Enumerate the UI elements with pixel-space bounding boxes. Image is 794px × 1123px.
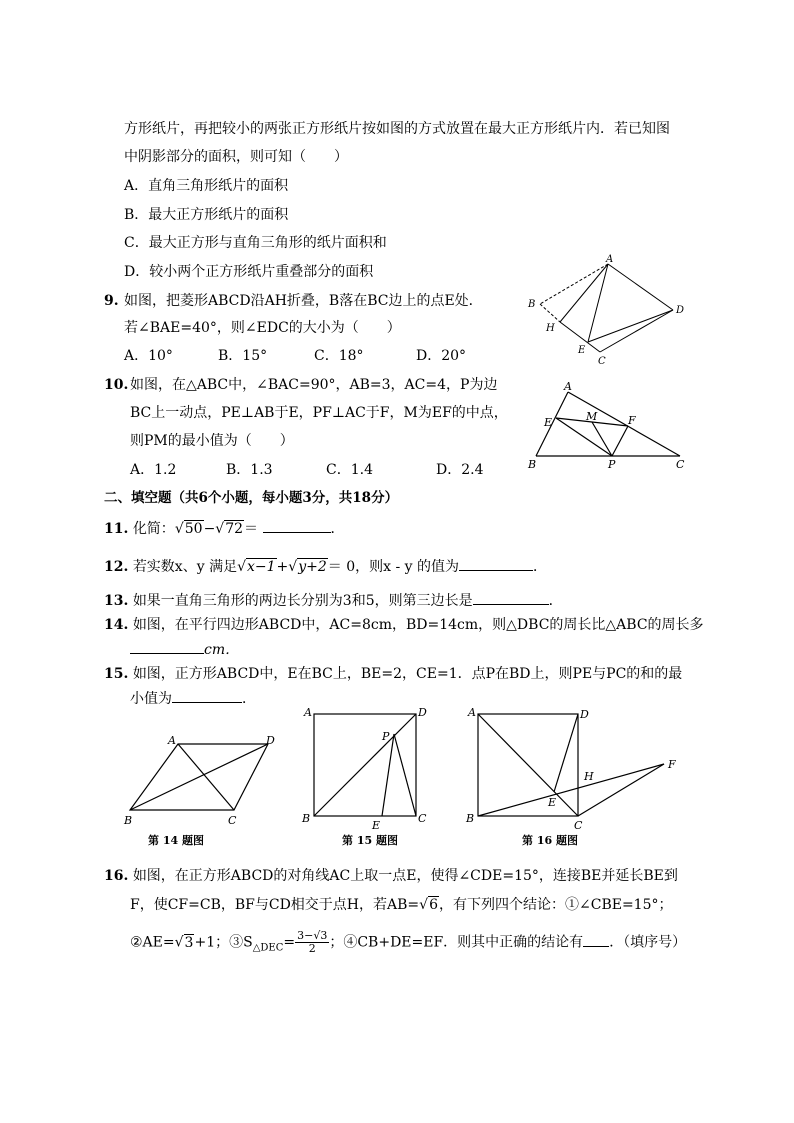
q9-line-ad [608, 264, 673, 310]
fig15-label-b: B [302, 812, 311, 825]
q10-line-ac [568, 392, 680, 456]
q10-line-mp [592, 422, 612, 456]
q14-line1 [104, 615, 704, 635]
q16-end: ．（填序号） [609, 934, 687, 951]
q9-dashed-ab [540, 264, 608, 304]
q12-radicand-2: y+2 [298, 559, 327, 575]
q9-option-a: A．10° [124, 348, 173, 364]
q16-area-subscript: △DEC [252, 942, 284, 954]
q9-label-c: C [598, 356, 606, 367]
fig15-caption: 第 15 题图 [342, 834, 398, 847]
fig16-caption: 第 16 题图 [522, 834, 578, 847]
q13-end: ． [548, 593, 563, 609]
fig15-label-a: A [304, 706, 312, 719]
q13-answer-blank[interactable] [473, 590, 549, 605]
q11-answer-blank[interactable] [263, 518, 331, 533]
fig14-diagonal-bd [130, 744, 268, 810]
q8-option-b: B．最大正方形纸片的面积 [124, 207, 289, 223]
fig15-label-c: C [418, 812, 427, 825]
q10-stem-line1: 如图，在△ABC中，∠BAC=90°，AB=3，AC=4，P为边 [130, 377, 498, 393]
q8-stem-line1: 方形纸片，再把较小的两张正方形纸片按如图的方式放置在最大正方形纸片内．若已知图 [124, 121, 670, 137]
q15-line2 [130, 688, 256, 709]
fig16-label-c: C [574, 819, 583, 832]
fig16-label-h: H [584, 770, 594, 783]
q12-text: ＝ 0，则x - y 的值为 [327, 559, 459, 575]
q10-label-m: M [586, 410, 598, 423]
q12-end: ． [533, 559, 547, 575]
fig16-diagonal-ac [478, 714, 578, 816]
figure-15 [298, 702, 438, 850]
q16-radicand-ab: 6 [429, 897, 438, 913]
fig16-label-b: B [466, 812, 475, 825]
q15-number: 15. [104, 666, 129, 682]
q10-label-p: P [608, 458, 616, 471]
q10-label-b: B [528, 458, 537, 471]
fig15-label-p: P [382, 730, 390, 743]
q8-option-c: C．最大正方形与直角三角形的纸片面积和 [124, 235, 387, 251]
q9-label-h: H [546, 323, 555, 334]
fig14-diagonal-ac [178, 744, 234, 810]
fig15-line-pc [394, 734, 416, 816]
fig16-label-e: E [548, 796, 557, 809]
figure-14 [118, 732, 294, 850]
q9-label-e: E [578, 345, 586, 356]
q10-option-a: A．1.2 [130, 462, 177, 478]
q12-radicand-1: x−1 [247, 559, 276, 575]
q11-equals: ＝ [244, 521, 259, 537]
q16-equals: = [283, 934, 296, 951]
q10-label-e: E [544, 416, 553, 429]
q16-text-1: 如图，在正方形ABCD的对角线AC上取一点E，使得∠CDE=15°，连接BE并延长BE到 [132, 868, 678, 884]
q8-stem-line2: 中阴影部分的面积，则可知（ ） [124, 149, 348, 165]
q16-fraction-denominator: 2 [308, 942, 316, 955]
q9-figure [520, 252, 695, 370]
q16-number: 16. [104, 868, 129, 884]
q14-number: 14. [104, 617, 129, 633]
q9-option-b: B．15° [218, 348, 268, 364]
q16-line2: F，使CF=CB，BF与CD相交于点H，若AB=√6，有下列四个结论：①∠CBE=15°； [130, 897, 673, 913]
fig15-diagonal-bd [314, 714, 416, 816]
q16-answer-blank[interactable] [583, 932, 609, 947]
q10-label-a: A [564, 380, 572, 393]
q10-label-c: C [676, 458, 685, 471]
q14-line2 [130, 639, 239, 660]
q16-conclusion-2: ②AE= [130, 934, 175, 951]
fig16-line-de [554, 714, 578, 792]
q16-radicand-ae: 3 [184, 934, 194, 951]
q10-label-f: F [628, 414, 636, 427]
q10-option-b: B．1.3 [226, 462, 273, 478]
fig15-label-d: D [418, 706, 427, 719]
fig16-label-a: A [468, 706, 476, 719]
q9-line-ed [588, 310, 673, 342]
q11-prefix: 化简： [132, 521, 175, 537]
q8-option-a: A．直角三角形纸片的面积 [124, 178, 289, 194]
q16-text-2: F，使CF=CB，BF与CD相交于点H，若AB= [130, 897, 420, 913]
q9-option-c: C．18° [314, 348, 364, 364]
q16-conclusion-2-end: +1；③S [194, 934, 253, 951]
q13 [104, 590, 563, 611]
q10-stem-line2: BC上一动点，PE⊥AB于E，PF⊥AC于F，M为EF的中点， [130, 405, 508, 421]
q12: 12. 若实数x、y 满足√x−1+√y+2＝ 0，则x - y 的值为 ． [104, 556, 547, 577]
q12-answer-blank[interactable] [459, 556, 533, 571]
q11-end: ． [330, 521, 345, 537]
q16-line3: ②AE=√3+1；$③S_{\triangle DEC}=$ $\frac{3-√3}{2}$ ；④CB+DE=EF．则其中正确的结论有 ．（填序号） [130, 929, 687, 955]
q10-figure [524, 380, 694, 472]
q16-fraction [295, 930, 329, 955]
q12-prefix: 若实数x、y 满足 [132, 559, 238, 575]
figure-16 [462, 702, 690, 850]
q16-fraction-numerator: 3−√3 [297, 929, 328, 942]
q11-radicand-1: 50 [184, 521, 203, 537]
fig15-label-e: E [372, 819, 381, 832]
q9-line-cd [600, 310, 673, 352]
q15-text-2: 小值为 [130, 691, 172, 707]
q16-line1 [104, 866, 678, 886]
q16-text-2b: ，有下列四个结论：①∠CBE=15°； [439, 897, 673, 913]
q9-label-a: A [606, 254, 614, 265]
q15-line1 [104, 664, 682, 684]
fig16-label-f: F [668, 758, 676, 771]
q14-unit: cm． [204, 642, 240, 658]
fig16-label-d: D [580, 708, 589, 721]
q9-stem-line1: 如图，把菱形ABCD沿AH折叠，B落在BC边上的点E处． [124, 293, 483, 309]
fig14-label-d: D [266, 734, 275, 747]
q9-option-d: D．20° [416, 348, 467, 364]
q14-answer-blank[interactable] [130, 639, 204, 654]
fig14-caption: 第 14 题图 [148, 834, 204, 847]
q9-number: 9. [104, 293, 119, 309]
fig14-label-b: B [124, 814, 133, 827]
q13-number: 13. [104, 593, 129, 609]
q10-option-c: C．1.4 [326, 462, 373, 478]
q13-text: 如果一直角三角形的两边长分别为3和5，则第三边长是 [132, 593, 473, 609]
q15-answer-blank[interactable] [172, 688, 242, 703]
q9-dashed-bh [540, 304, 560, 322]
q10-number: 10. [104, 377, 129, 393]
q10-line-fp [612, 426, 628, 456]
q15-end: ． [242, 691, 256, 707]
fig14-label-a: A [168, 734, 176, 747]
q11-number: 11. [104, 521, 129, 537]
section-2-heading: 二、填空题（共6个小题，每小题3分，共18分） [104, 490, 399, 506]
q9-stem-line2: 若∠BAE=40°，则∠EDC的大小为（ ） [124, 320, 401, 336]
q9-label-d: D [676, 305, 685, 316]
q10-stem-line3: 则PM的最小值为（ ） [130, 433, 294, 449]
q10-option-d: D．2.4 [436, 462, 484, 478]
q11-minus: − [203, 521, 216, 537]
q9-label-b: B [528, 299, 536, 310]
q14-text: 如图，在平行四边形ABCD中，AC=8cm，BD=14cm，则△DBC的周长比△ABC的周长多 [132, 617, 704, 633]
q15-text: 如图，正方形ABCD中，E在BC上，BE=2，CE=1．点P在BD上，则PE与PC的和的最 [132, 666, 683, 682]
q16-conclusion-4: ；④CB+DE=EF．则其中正确的结论有 [329, 934, 584, 951]
q11-radicand-2: 72 [225, 521, 244, 537]
fig14-label-c: C [228, 814, 237, 827]
q12-number: 12. [104, 559, 129, 575]
q8-option-d: D．较小两个正方形纸片重叠部分的面积 [124, 264, 374, 280]
q11: 11. 化简：√50−√72＝ ． [104, 518, 345, 539]
q12-plus: + [276, 559, 289, 575]
